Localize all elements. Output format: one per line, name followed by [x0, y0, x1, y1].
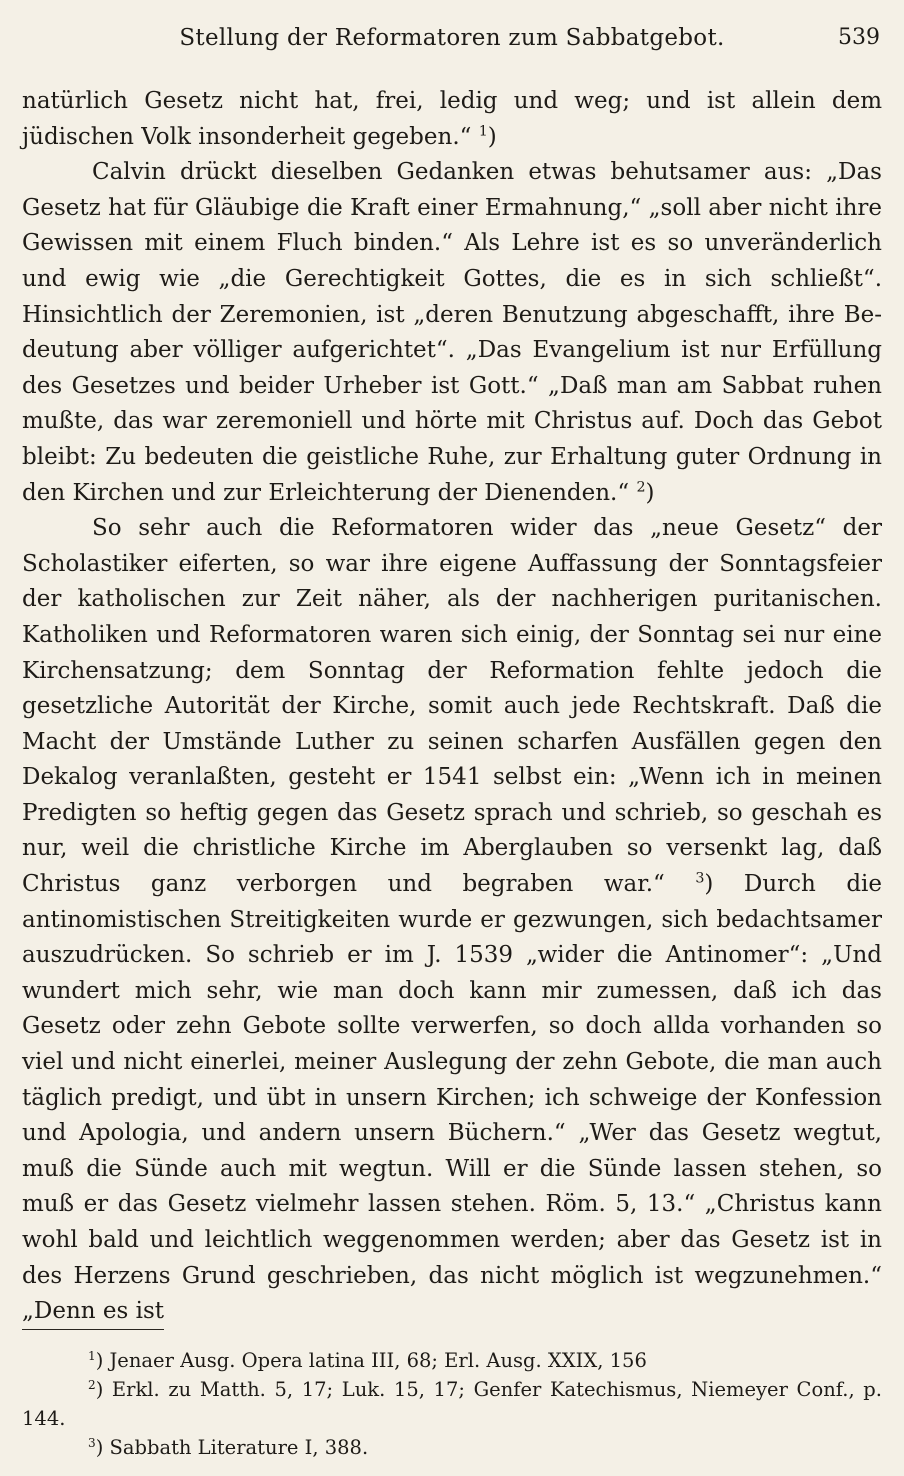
footnote-ref-paren: ) [487, 123, 497, 150]
body-text [22, 84, 882, 1330]
footnote-marker: 2 [88, 1377, 96, 1392]
paragraph-text-continued: ) Durch die antinomistischen Streitigkeiten wurde er gezwungen, sich bedachtsamer auszudrücken. So schrieb er im J. 1539 „wider die Antinomer“: „Und wundert mich sehr, wie man doch kann mir zumessen, daß ich das Gesetz oder zehn Gebote sollte verwerfen, so doch allda vorhanden so viel und nicht einerlei, meiner Auslegung der zehn Gebote, die man auch täglich predigt, und übt in unsern Kirchen; ich schweige der Konfession und Apologia, und andern unsern Büchern.“ „Wer das Gesetz wegtut, muß die Sünde auch mit wegtun. Will er die Sünde lassen stehen, so muß er das Gesetz vielmehr lassen stehen. Röm. 5, 13.“ „Christus kann wohl bald und leichtlich weggenommen werden; aber das Gesetz ist in des Herzens Grund geschrieben, das nicht möglich ist wegzunehmen.“ „Denn es ist [22, 871, 883, 1325]
footnote [22, 1375, 882, 1433]
page-header [0, 18, 904, 58]
footnote-ref: 2 [636, 478, 646, 495]
page-number: 539 [838, 25, 880, 50]
footnote-marker: 3 [88, 1435, 96, 1450]
footnote-text: ) Sabbath Literature I, 388. [95, 1436, 369, 1459]
paragraph-text: Calvin drückt dieselben Gedanken etwas behutsamer aus: „Das Gesetz hat für Gläubige die Kraft einer Ermahnung,“ „soll aber nicht ihre Gewissen mit einem Fluch binden.“ Als Lehre ist es so unveränderlich und ewig wie „die Gerechtigkeit Gottes, die es in sich schließt“. Hinsichtlich der Zeremonien, ist „deren Benutzung abgeschafft, ihre Bedeutung aber völliger aufgerichtet“. „Das Evangelium ist nur Erfüllung des Gesetzes und beider Urheber ist Gott.“ „Daß man am Sabbat ruhen mußte, das war zeremoniell und hörte mit Christus auf. Doch das Gebot bleibt: Zu bedeuten die geistliche Ruhe, zur Erhaltung guter Ordnung in den Kirchen und zur Erleichterung der Dienenden.“ [22, 159, 882, 506]
footnote [22, 1433, 882, 1462]
paragraph-continuation [22, 84, 882, 155]
footnote-ref: 3 [695, 870, 705, 887]
paragraph-text: natürlich Gesetz nicht hat, frei, ledig und weg; und ist allein dem jüdischen Volk insonderheit gegeben.“ [22, 88, 882, 150]
footnote-ref-paren: ) [645, 479, 655, 506]
footnote-ref: 1 [478, 123, 488, 140]
running-title: Stellung der Reformatoren zum Sabbatgebot. [179, 25, 725, 51]
footnote-marker: 1 [88, 1348, 96, 1363]
paragraph-text: So sehr auch die Reformatoren wider das „neue Gesetz“ der Scholastiker eiferten, so war ihre eigene Auffassung der Sonntagsfeier der katholischen zur Zeit näher, als der nachherigen puritanischen. Katholiken und Reformatoren waren sich einig, der Sonntag sei nur eine Kirchensatzung; dem Sonntag der Reformation fehlte jedoch die gesetzliche Autorität der Kirche, somit auch jede Rechtskraft. Daß die Macht der Umstände Luther zu seinen scharfen Ausfällen gegen den Dekalog veranlaßten, gesteht er 1541 selbst ein: „Wenn ich in meinen Predigten so heftig gegen das Gesetz sprach und schrieb, so geschah es nur, weil die christliche Kirche im Aberglauben so versenkt lag, daß Christus ganz verborgen und begraben war.“ [22, 515, 882, 898]
footnote-separator [22, 1329, 164, 1330]
footnote-text: ) Erkl. zu Matth. 5, 17; Luk. 15, 17; Genfer Katechismus, Niemeyer Conf., p. 144. [22, 1378, 882, 1430]
footnote-text: ) Jenaer Ausg. Opera latina III, 68; Erl. Ausg. XXIX, 156 [95, 1349, 647, 1372]
paragraph-calvin [22, 155, 882, 511]
footnotes [22, 1346, 882, 1462]
paragraph-reformers [22, 511, 882, 1330]
footnote [22, 1346, 882, 1375]
